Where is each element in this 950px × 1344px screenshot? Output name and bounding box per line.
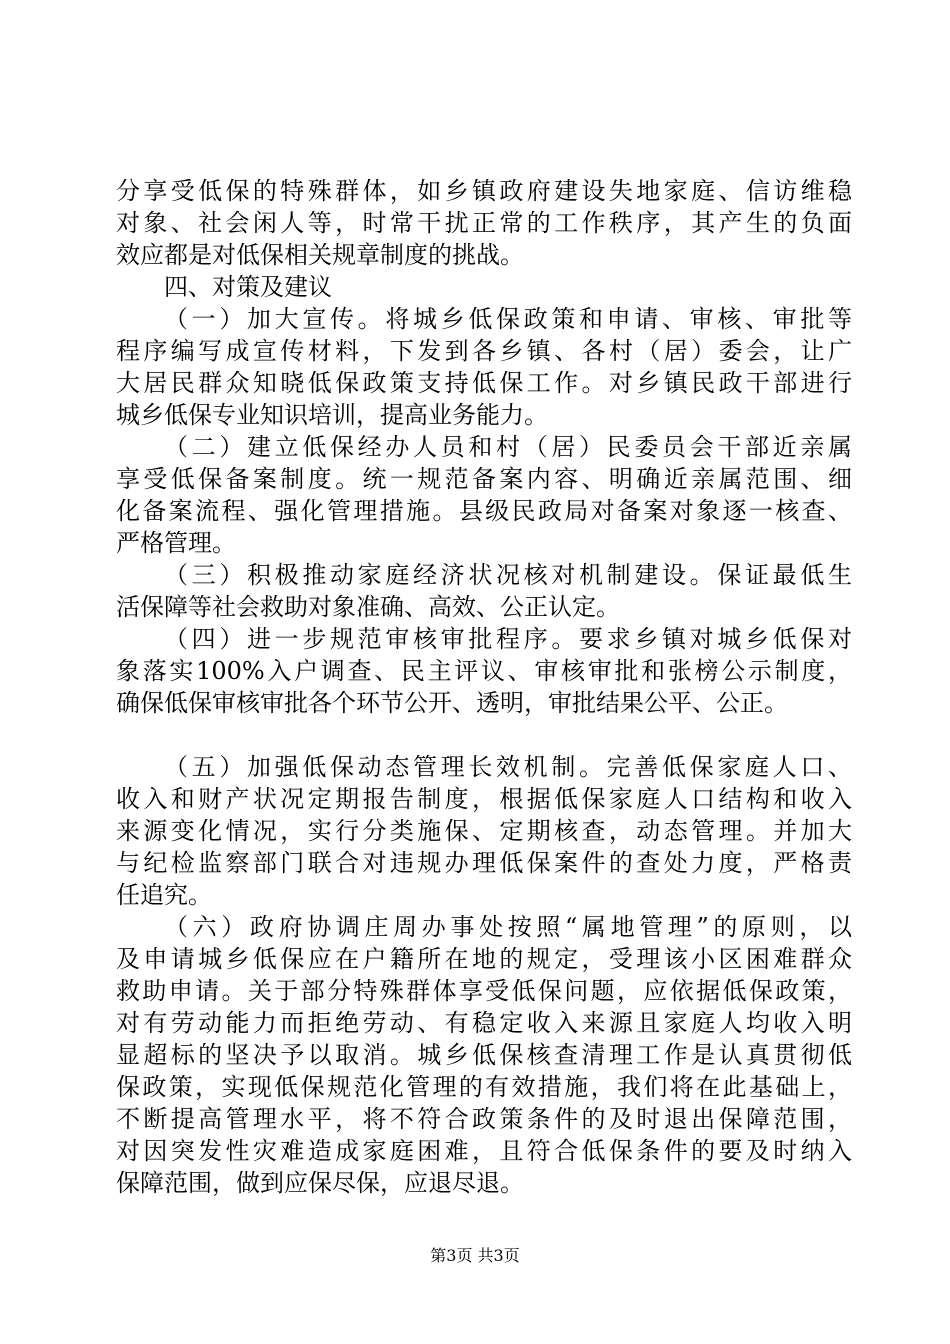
text-line: （六）政府协调庄周办事处按照“属地管理”的原则，以: [164, 913, 852, 941]
text-line: （三）积极推动家庭经济状况核对机制建设。保证最低生: [164, 561, 852, 589]
paragraph: [116, 559, 852, 623]
text-line: 四、对策及建议: [164, 273, 332, 301]
text-line: 确保低保审核审批各个环节公开、透明，审批结果公平、公正。: [116, 689, 788, 717]
text-line: 效应都是对低保相关规章制度的挑战。: [116, 241, 524, 269]
text-line: 保政策，实现低保规范化管理的有效措施，我们将在此基础上，: [116, 1073, 852, 1101]
text-line: 大居民群众知晓低保政策支持低保工作。对乡镇民政干部进行: [116, 369, 852, 397]
paragraph: [116, 751, 852, 911]
text-line: 对象、社会闲人等，时常干扰正常的工作秩序，其产生的负面: [116, 209, 852, 237]
text-line: 及申请城乡低保应在户籍所在地的规定，受理该小区困难群众: [116, 945, 852, 973]
text-line: 享受低保备案制度。统一规范备案内容、明确近亲属范围、细: [116, 465, 852, 493]
text-line: 不断提高管理水平，将不符合政策条件的及时退出保障范围，: [116, 1105, 852, 1133]
text-line: 显超标的坚决予以取消。城乡低保核查清理工作是认真贯彻低: [116, 1041, 852, 1069]
paragraph: [116, 175, 852, 271]
text-line: 分享受低保的特殊群体，如乡镇政府建设失地家庭、信访维稳: [116, 177, 852, 205]
paragraph: [116, 911, 852, 1199]
text-line: 城乡低保专业知识培训，提高业务能力。: [116, 401, 548, 429]
text-line: 象落实100%入户调查、民主评议、审核审批和张榜公示制度，: [116, 657, 852, 685]
paragraph: [116, 431, 852, 559]
text-line: （一）加大宣传。将城乡低保政策和申请、审核、审批等: [164, 305, 852, 333]
paragraph: [116, 303, 852, 431]
text-line: 活保障等社会救助对象准确、高效、公正认定。: [116, 593, 620, 621]
text-line: 程序编写成宣传材料，下发到各乡镇、各村（居）委会，让广: [116, 337, 852, 365]
paragraph: [116, 623, 852, 719]
document-body: [116, 175, 852, 1199]
text-line: （五）加强低保动态管理长效机制。完善低保家庭人口、: [164, 753, 852, 781]
text-line: 对因突发性灾难造成家庭困难，且符合低保条件的要及时纳入: [116, 1137, 852, 1165]
text-line: 任追究。: [116, 881, 212, 909]
text-line: 救助申请。关于部分特殊群体享受低保问题，应依据低保政策，: [116, 977, 852, 1005]
text-line: 收入和财产状况定期报告制度，根据低保家庭人口结构和收入: [116, 785, 852, 813]
page-number: 第3页 共3页: [430, 1246, 520, 1265]
text-line: 严格管理。: [116, 529, 236, 557]
text-line: 对有劳动能力而拒绝劳动、有稳定收入来源且家庭人均收入明: [116, 1009, 852, 1037]
text-line: 化备案流程、强化管理措施。县级民政局对备案对象逐一核查、: [116, 497, 852, 525]
text-line: （四）进一步规范审核审批程序。要求乡镇对城乡低保对: [164, 625, 852, 653]
page-footer: [0, 1246, 950, 1266]
text-line: 保障范围，做到应保尽保，应退尽退。: [116, 1169, 524, 1197]
text-line: 来源变化情况，实行分类施保、定期核查，动态管理。并加大: [116, 817, 852, 845]
paragraph-spacer: [116, 719, 852, 751]
paragraph: [116, 271, 852, 303]
text-line: （二）建立低保经办人员和村（居）民委员会干部近亲属: [164, 433, 852, 461]
text-line: 与纪检监察部门联合对违规办理低保案件的查处力度，严格责: [116, 849, 852, 877]
